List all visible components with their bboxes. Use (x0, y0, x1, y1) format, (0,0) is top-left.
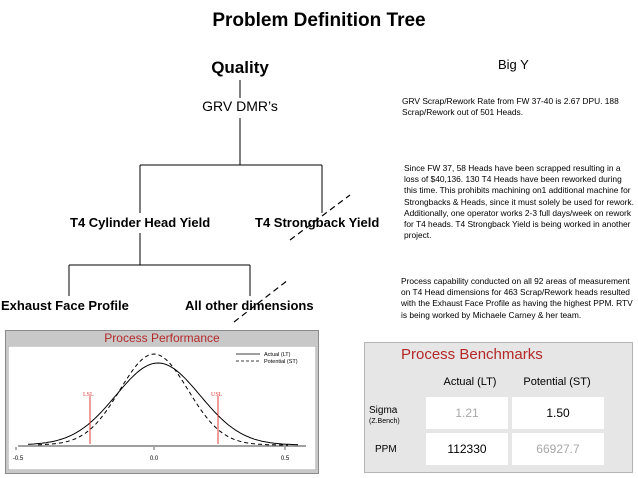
level3-note: Process capability conducted on all 92 areas of measurement on T4 Head dimensions for 463 Scrap/Rework heads resulted with the Exhaust Face Profile as having the highest PPM. RTV is being worked by Michaele Carney & her team. (401, 276, 633, 320)
process-benchmarks-title: Process Benchmarks (401, 346, 543, 363)
ppm-potential-cell: 66927.7 (512, 433, 604, 465)
col-potential-header: Potential (ST) (523, 376, 591, 388)
row-sigma-label: Sigma (369, 405, 398, 416)
tree-level1: GRV DMR’s (202, 98, 278, 114)
level1-note: GRV Scrap/Rework Rate from FW 37-40 is 2.67 DPU. 188 Scrap/Rework out of 501 Heads. (402, 96, 619, 118)
process-performance-title: Process Performance (104, 331, 220, 345)
tick-label: 0.5 (280, 456, 290, 462)
row-sigma-sub: (Z.Bench) (369, 418, 400, 425)
sigma-actual-cell: 1.21 (426, 397, 508, 429)
ppm-actual-cell: 112330 (426, 433, 508, 465)
tick-label: 0.0 (149, 456, 159, 462)
tree-level3-left: Exhaust Face Profile (1, 298, 129, 313)
row-ppm-label: PPM (375, 444, 397, 455)
col-actual-header: Actual (LT) (443, 376, 497, 388)
tree-level3-right: All other dimensions (185, 298, 314, 313)
legend-potential: Potential (ST) (264, 359, 298, 365)
process-performance-plot (8, 346, 316, 470)
sigma-potential-cell: 1.50 (512, 397, 604, 429)
root-note: Big Y (498, 57, 529, 72)
level2-note: Since FW 37, 58 Heads have been scrapped resulting in a loss of $40,136. 130 T4 Heads have been reworked during this time. This prohibits machining on1 additional machine for Strongbacks & Heads, since it must solely be used for rework. Additionally, one operator works 2-3 full days/week on rework for T4 heads. T4 Strongback Yield is being worked in another project. (404, 163, 634, 241)
page-title: Problem Definition Tree (212, 10, 426, 31)
tree-level2-right: T4 Strongback Yield (255, 215, 380, 230)
legend-actual: Actual (LT) (264, 352, 291, 358)
lsl-label: LSL (83, 392, 94, 398)
usl-label: USL (211, 392, 223, 398)
tree-root: Quality (211, 58, 269, 77)
tree-level2-left: T4 Cylinder Head Yield (70, 215, 211, 230)
tick-label: -0.5 (12, 456, 24, 462)
